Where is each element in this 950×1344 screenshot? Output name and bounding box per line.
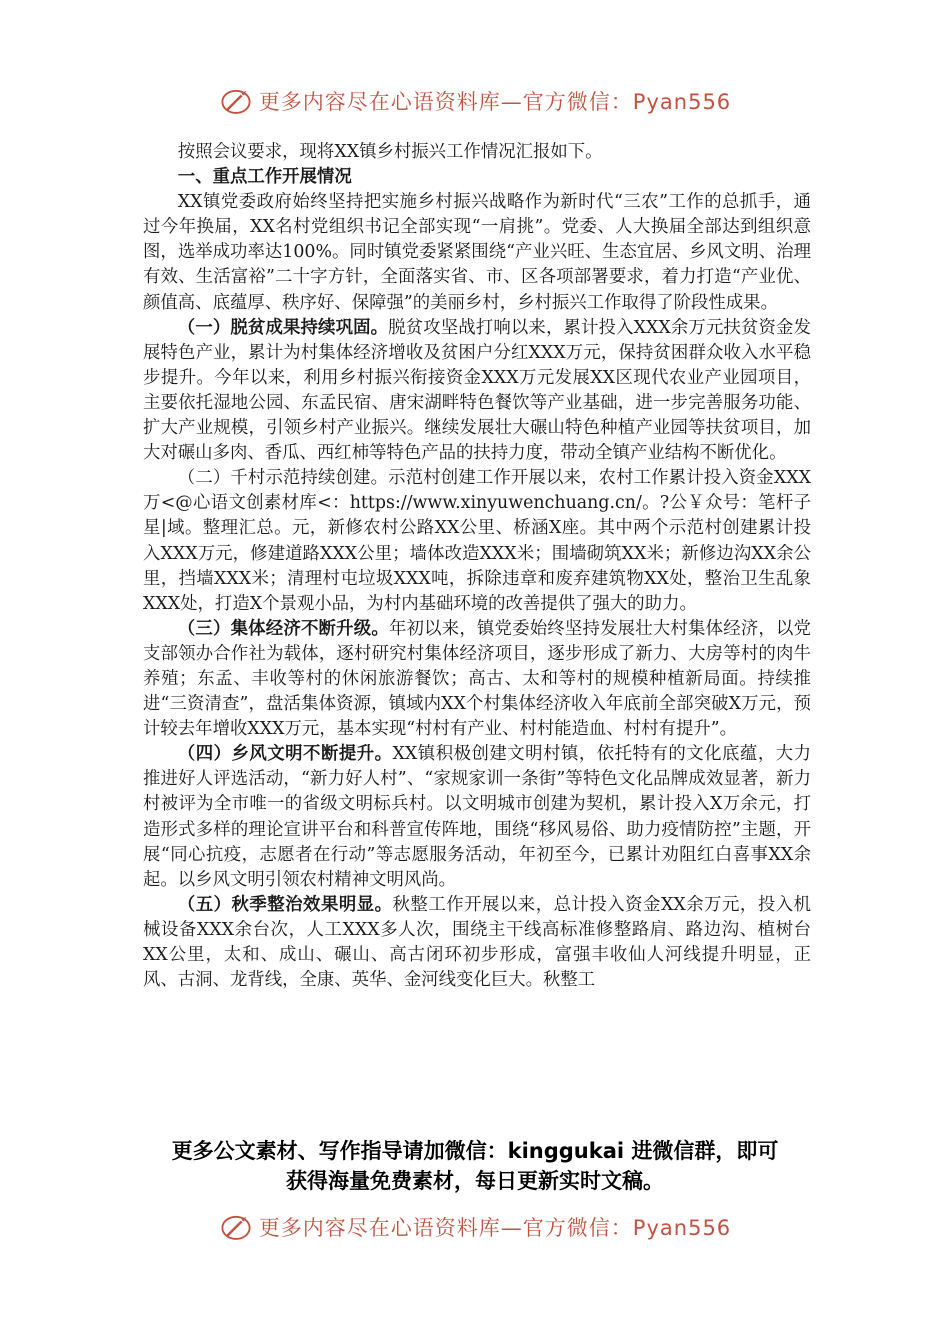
pen-logo-icon — [219, 1210, 253, 1244]
item-paragraph-4 — [143, 742, 811, 893]
item-text: 脱贫攻坚战打响以来，累计投入XXX余万元扶贫资金发展特色产业，累计为村集体经济增收及贫困户分红XXX万元，保持贫困群众收入水平稳步提升。今年以来，利用乡村振兴衔接资金XXX万元发展XX区现代农业产业园项目，主要依托湿地公园、东孟民宿、唐宋湖畔特色餐饮等产业基础，进一步完善服务功能、扩大产业规模，引领乡村产业振兴。继续发展壮大碾山特色种植产业园等扶贫项目，加大对碾山多肉、香瓜、西红柿等特色产品的扶持力度，带动全镇产业结构不断优化。 — [143, 317, 811, 464]
promo-line-1: 更多公文素材、写作指导请加微信：kinggukai 进微信群，即可 — [171, 1139, 779, 1163]
item-text: 示范村创建工作开展以来，农村工作累计投入资金XXX万<@心语文创素材库<：https://www.xinyuwenchuang.cn/。?公￥众号：笔杆子星|域。整理汇总。元，新修农村公路XX公里、桥涵X座。其中两个示范村创建累计投入XXX万元，修建道路XXX公里；墙体改造XXX米；围墙砌筑XX米；新修边沟XX余公里，挡墙XXX米；清理村屯垃圾XXX吨，拆除违章和废弃建筑物XX处，整治卫生乱象XXX处，打造X个景观小品，为村内基础环境的改善提供了强大的助力。 — [143, 468, 811, 614]
item-text: 年初以来，镇党委始终坚持发展壮大村集体经济，以党支部领办合作社为载体，逐村研究村集体经济项目，逐步形成了新力、大房等村的肉牛养殖；东孟、丰收等村的休闲旅游餐饮；高古、太和等村的规模种植新局面。持续推进“三资清查”，盘活集体资源，镇域内XX个村集体经济收入年底前全部突破X万元，预计较去年增收XXX万元，基本实现“村村有产业、村村能造血、村村有提升”。 — [143, 618, 811, 740]
intro-paragraph: 按照会议要求，现将XX镇乡村振兴工作情况汇报如下。 — [177, 142, 603, 162]
watermark-text: 更多内容尽在心语资料库—官方微信：Pyan556 — [258, 1216, 732, 1240]
item-text: 秋整工作开展以来，总计投入资金XX余万元，投入机械设备XXX余台次，人工XXX多人次，围绕主干线高标准修整路肩、路边沟、植树台XX公里，太和、成山、碾山、高古闭环初步形成，富强丰收仙人河线提升明显，正风、古洞、龙背线，全康、英华、金河线变化巨大。秋整工 — [143, 894, 811, 991]
promo-banner — [0, 1136, 950, 1196]
item-paragraph-2 — [143, 466, 811, 617]
watermark-text: 更多内容尽在心语资料库—官方微信：Pyan556 — [258, 90, 732, 114]
item-text: XX镇积极创建文明村镇，依托特有的文化底蕴，大力推进好人评选活动，“新力好人村”、“家规家训一条街”等特色文化品牌成效显著，新力村被评为全市唯一的省级文明标兵村。以文明城市创建为契机，累计投入X万余元，打造形式多样的理论宣讲平台和科普宣传阵地，围绕“移风易俗、助力疫情防控”主题，开展“同心抗疫，志愿者在行动”等志愿服务活动，年初至今，已累计劝阻红白喜事XX余起。以乡风文明引领农村精神文明风尚。 — [143, 744, 811, 890]
watermark-header — [0, 84, 950, 118]
item-paragraph-5 — [143, 893, 811, 993]
item-lead: （二）千村示范持续创建。 — [177, 468, 389, 489]
document-body — [143, 140, 811, 993]
item-paragraph-3 — [143, 617, 811, 742]
section-heading: 一、重点工作开展情况 — [177, 167, 352, 188]
promo-line-2: 获得海量免费素材，每日更新实时文稿。 — [286, 1169, 664, 1193]
item-lead: （五）秋季整治效果明显。 — [177, 894, 393, 915]
item-lead: （四）乡风文明不断提升。 — [177, 744, 393, 765]
watermark-footer — [0, 1210, 950, 1244]
item-lead: （一）脱贫成果持续巩固。 — [177, 317, 389, 338]
item-paragraph-1 — [143, 316, 811, 467]
item-lead: （三）集体经济不断升级。 — [177, 618, 389, 639]
section-paragraph: XX镇党委政府始终坚持把实施乡村振兴战略作为新时代“三农”工作的总抓手，通过今年换届，XX名村党组织书记全部实现“一肩挑”。党委、人大换届全部达到组织意图，选举成功率达100%。同时镇党委紧紧围绕“产业兴旺、生态宜居、乡风文明、治理有效、生活富裕”二十字方针，全面落实省、市、区各项部署要求，着力打造“产业优、颜值高、底蕴厚、秩序好、保障强”的美丽乡村，乡村振兴工作取得了阶段性成果。 — [143, 192, 811, 313]
pen-logo-icon — [219, 84, 253, 118]
